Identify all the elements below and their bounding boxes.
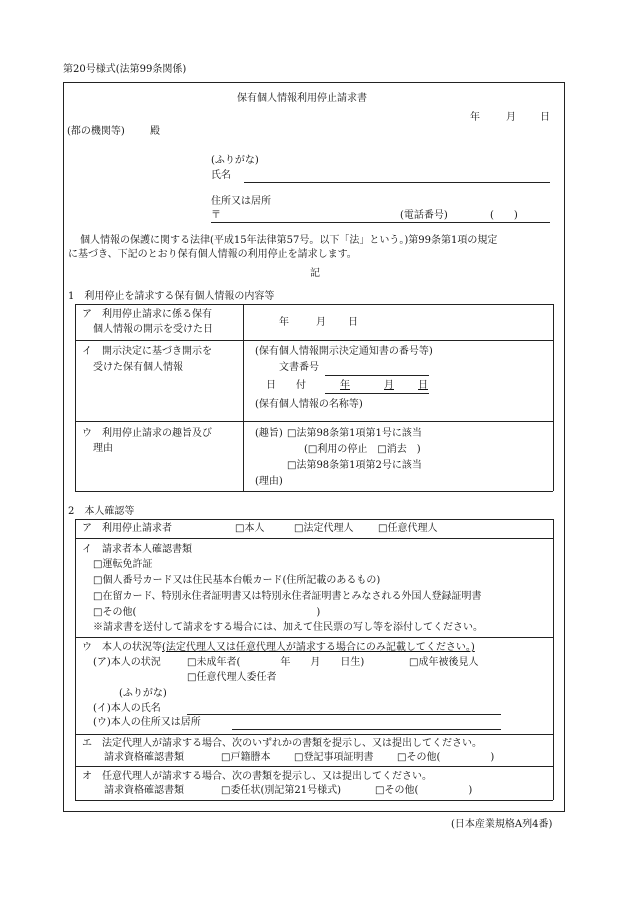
- s1-i-doc-no-field[interactable]: [325, 375, 429, 376]
- s1-i-year[interactable]: 年: [340, 380, 350, 391]
- form-number-label: 第20号様式(法第99条関係): [63, 64, 187, 75]
- phone-label: (電話番号): [400, 210, 448, 221]
- s2-i-item-4[interactable]: □その他( ): [93, 607, 321, 618]
- s2-e-family-register[interactable]: □戸籍謄本: [221, 752, 271, 763]
- s1-i-label-1: イ 開示決定に基づき開示を: [82, 346, 212, 357]
- s2-e-doc-label: 請求資格確認書類: [104, 752, 184, 763]
- s1-i-day[interactable]: 日: [418, 380, 428, 391]
- s1-u-reason: (理由): [255, 476, 283, 487]
- s2-i-label: イ 請求者本人確認書類: [82, 544, 192, 555]
- s2-o-doc-label: 請求資格確認書類: [104, 785, 184, 796]
- s1-i-notice: (保有個人情報開示決定通知書の番号等): [255, 346, 433, 357]
- s2-i-note: ※請求書を送付して請求をする場合には、加えて住民票の写し等を添付してください。: [93, 622, 483, 633]
- s2-i-item-1[interactable]: □運転免許証: [93, 559, 153, 570]
- s1-i-info-name: (保有個人情報の名称等): [255, 399, 363, 410]
- applicant-address-field[interactable]: [211, 222, 550, 223]
- date-day[interactable]: 日: [540, 112, 550, 123]
- footer-standard: (日本産業規格A列4番): [451, 819, 553, 830]
- s2-u-address-field[interactable]: [232, 729, 501, 730]
- s2-i-item-3[interactable]: □在留カード、特別永住者証明書又は特別永住者証明書とみなされる外国人登録証明書: [93, 591, 482, 602]
- s2-a-voluntary-rep[interactable]: □任意代理人: [378, 523, 438, 534]
- applicant-name-label: 氏名: [211, 170, 231, 181]
- section1-heading: 1 利用停止を請求する保有個人情報の内容等: [68, 291, 275, 302]
- form-title: 保有個人情報利用停止請求書: [237, 93, 367, 104]
- s2-e-other[interactable]: □その他( ): [397, 752, 495, 763]
- s2-u-label: [82, 642, 475, 654]
- section2-heading: 2 本人確認等: [68, 506, 135, 517]
- s2-e-registry-cert[interactable]: □登記事項証明書: [294, 752, 374, 763]
- s1-u-opt1[interactable]: □法第98条第1項第1号に該当: [287, 428, 422, 439]
- s1-i-date-underline: [325, 393, 429, 394]
- s1-a-label-2: 個人情報の開示を受けた日: [93, 324, 213, 335]
- s1-a-month[interactable]: 月: [316, 317, 326, 328]
- s2-u-ward[interactable]: □成年被後見人: [409, 657, 479, 668]
- s1-a-day[interactable]: 日: [348, 317, 358, 328]
- ki-mark: 記: [310, 268, 320, 279]
- s2-o-line1: オ 任意代理人が請求する場合、次の書類を提示し、又は提出してください。: [82, 771, 432, 782]
- s2-u-label-note: (法定代理人又は任意代理人が請求する場合にのみ記載してください。): [162, 642, 475, 653]
- date-year[interactable]: 年: [470, 112, 480, 123]
- s1-u-label-1: ウ 利用停止請求の趣旨及び: [82, 428, 212, 439]
- s2-a-legal-rep[interactable]: □法定代理人: [294, 523, 354, 534]
- s1-u-purpose: (趣旨): [255, 428, 283, 439]
- applicant-address-label: 住所又は居所: [211, 196, 271, 207]
- s1-u-opt1-sub[interactable]: (□利用の停止 □消去 ): [304, 444, 421, 455]
- intro-line-1: 個人情報の保護に関する法律(平成15年法律第57号。以下「法」という。)第99条第1項の規定: [80, 235, 498, 246]
- addressee-org: (都の機関等): [67, 126, 125, 137]
- s1-a-label-1: ア 利用停止請求に係る保有: [82, 309, 212, 320]
- postal-mark: 〒: [211, 210, 221, 221]
- s2-u-label-prefix: ウ 本人の状況等: [82, 642, 162, 653]
- phone-paren[interactable]: ( ): [490, 210, 518, 221]
- applicant-furigana-label: (ふりがな): [211, 155, 259, 166]
- s2-u-furigana: (ふりがな): [119, 688, 167, 699]
- intro-line-2: に基づき、下記のとおり保有個人情報の利用停止を請求します。: [68, 249, 357, 260]
- s2-o-proxy[interactable]: □委任状(別記第21号様式): [221, 785, 341, 796]
- s2-u-name-label: (イ)本人の氏名: [93, 703, 161, 714]
- addressee-honorific: 殿: [150, 126, 160, 137]
- s2-u-name-field[interactable]: [187, 714, 501, 715]
- s1-u-label-2: 理由: [93, 443, 113, 454]
- date-month[interactable]: 月: [506, 112, 516, 123]
- s1-i-doc-no-label: 文書番号: [279, 362, 319, 373]
- s2-u-principal[interactable]: □任意代理人委任者: [187, 672, 277, 683]
- s2-u-status-label: (ア)本人の状況: [93, 657, 161, 668]
- s2-i-item-2[interactable]: □個人番号カード又は住民基本台帳カード(住所記載のあるもの): [93, 575, 381, 586]
- s2-u-minor[interactable]: □未成年者( 年 月 日生): [187, 657, 365, 668]
- s1-i-label-2: 受けた保有個人情報: [93, 362, 183, 373]
- s1-i-month[interactable]: 月: [384, 380, 394, 391]
- s2-e-line1: エ 法定代理人が請求する場合、次のいずれかの書類を提示し、又は提出してください。: [82, 738, 482, 749]
- s1-i-date-label: 日 付: [266, 380, 306, 391]
- s2-a-label: ア 利用停止請求者: [82, 523, 172, 534]
- s1-u-opt2[interactable]: □法第98条第1項第2号に該当: [287, 460, 422, 471]
- s2-u-address-label: (ウ)本人の住所又は居所: [93, 717, 201, 728]
- s2-o-other[interactable]: □その他( ): [375, 785, 473, 796]
- applicant-name-field[interactable]: [244, 182, 550, 183]
- s2-a-self[interactable]: □本人: [235, 523, 265, 534]
- s1-a-year[interactable]: 年: [279, 317, 289, 328]
